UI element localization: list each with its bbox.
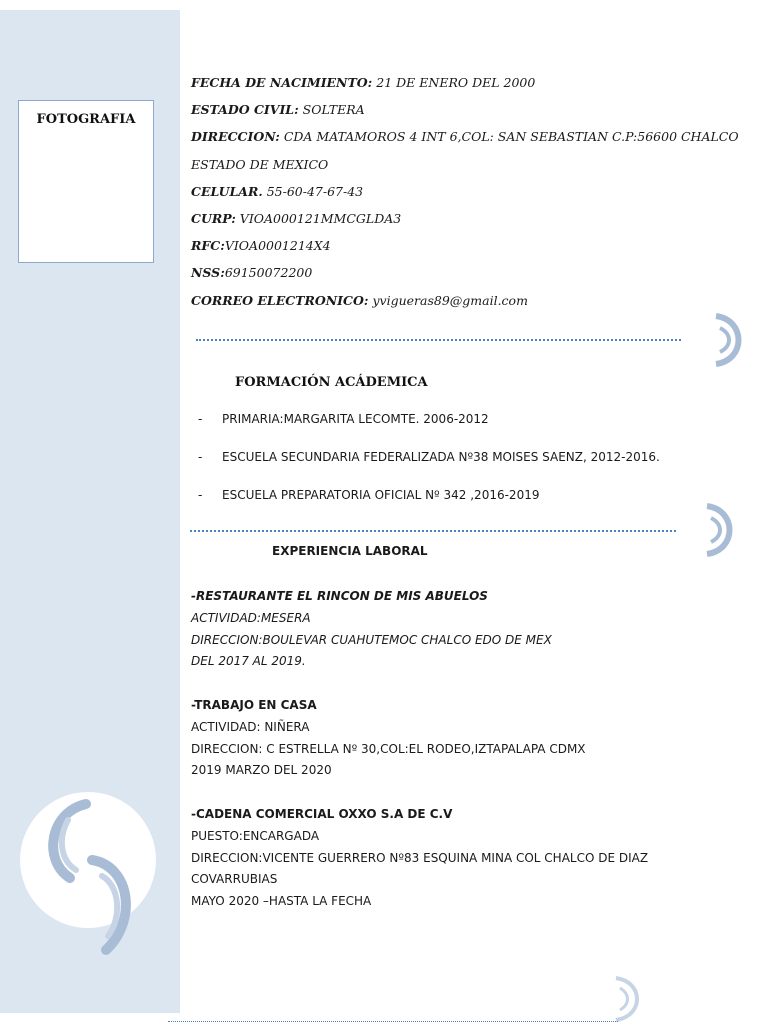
job-entry-oxxo xyxy=(191,804,751,913)
job-title: -CADENA COMERCIAL OXXO S.A DE C.V xyxy=(191,807,453,821)
education-item: - PRIMARIA:MARGARITA LECOMTE. 2006-2012 xyxy=(198,412,489,426)
job-detail: COVARRUBIAS xyxy=(191,872,278,887)
photo-label: FOTOGRAFIA xyxy=(36,112,136,127)
arc-decoration-3 xyxy=(612,974,646,1024)
personal-info xyxy=(191,72,751,317)
info-nss: NSS:69150072200 xyxy=(191,265,313,281)
job-detail: DEL 2017 AL 2019. xyxy=(191,654,306,669)
job-detail: ACTIVIDAD: NIÑERA xyxy=(191,719,310,734)
job-entry-restaurant xyxy=(191,586,751,673)
education-item: - ESCUELA SECUNDARIA FEDERALIZADA Nº38 MOISES SAENZ, 2012-2016. xyxy=(198,450,660,464)
job-detail: 2019 MARZO DEL 2020 xyxy=(191,763,332,778)
job-detail: PUESTO:ENCARGADA xyxy=(191,828,320,843)
divider-3 xyxy=(168,1021,618,1022)
divider-2 xyxy=(190,530,676,532)
sidebar-panel xyxy=(0,10,180,1013)
info-address: DIRECCION: CDA MATAMOROS 4 INT 6,COL: SAN SEBASTIAN C.P:56600 CHALCO xyxy=(191,129,739,145)
job-entry-home xyxy=(191,695,751,782)
job-detail: DIRECCION:BOULEVAR CUAHUTEMOC CHALCO EDO DE MEX xyxy=(191,632,552,647)
job-detail: ACTIVIDAD:MESERA xyxy=(191,610,311,625)
education-item: - ESCUELA PREPARATORIA OFICIAL Nº 342 ,2016-2019 xyxy=(198,488,540,502)
education-title: FORMACIÓN ACÁDEMICA xyxy=(235,375,428,390)
info-civil-status: ESTADO CIVIL: SOLTERA xyxy=(191,102,365,118)
job-detail: DIRECCION: C ESTRELLA Nº 30,COL:EL RODEO,IZTAPALAPA CDMX xyxy=(191,741,586,756)
experience-title: EXPERIENCIA LABORAL xyxy=(272,544,428,558)
info-address-cont: ESTADO DE MEXICO xyxy=(191,156,329,172)
info-rfc: RFC:VIOA0001214X4 xyxy=(191,238,331,254)
job-detail: DIRECCION:VICENTE GUERRERO Nº83 ESQUINA MINA COL CHALCO DE DIAZ xyxy=(191,850,649,865)
divider-1 xyxy=(196,339,681,341)
info-email: CORREO ELECTRONICO: yvigueras89@gmail.com xyxy=(191,292,528,308)
info-birthdate: FECHA DE NACIMIENTO: 21 DE ENERO DEL 2000 xyxy=(191,75,536,90)
arc-decoration-2 xyxy=(703,502,739,558)
job-title: -RESTAURANTE EL RINCON DE MIS ABUELOS xyxy=(191,589,488,603)
education-list xyxy=(198,409,738,523)
arc-decoration-1 xyxy=(712,312,748,368)
job-detail: MAYO 2020 –HASTA LA FECHA xyxy=(191,894,372,909)
info-curp: CURP: VIOA000121MMCGLDA3 xyxy=(191,210,402,226)
info-phone: CELULAR. 55-60-47-67-43 xyxy=(191,183,364,199)
photo-placeholder xyxy=(18,100,154,263)
job-title: -TRABAJO EN CASA xyxy=(191,698,317,712)
emblem-logo xyxy=(20,790,156,960)
